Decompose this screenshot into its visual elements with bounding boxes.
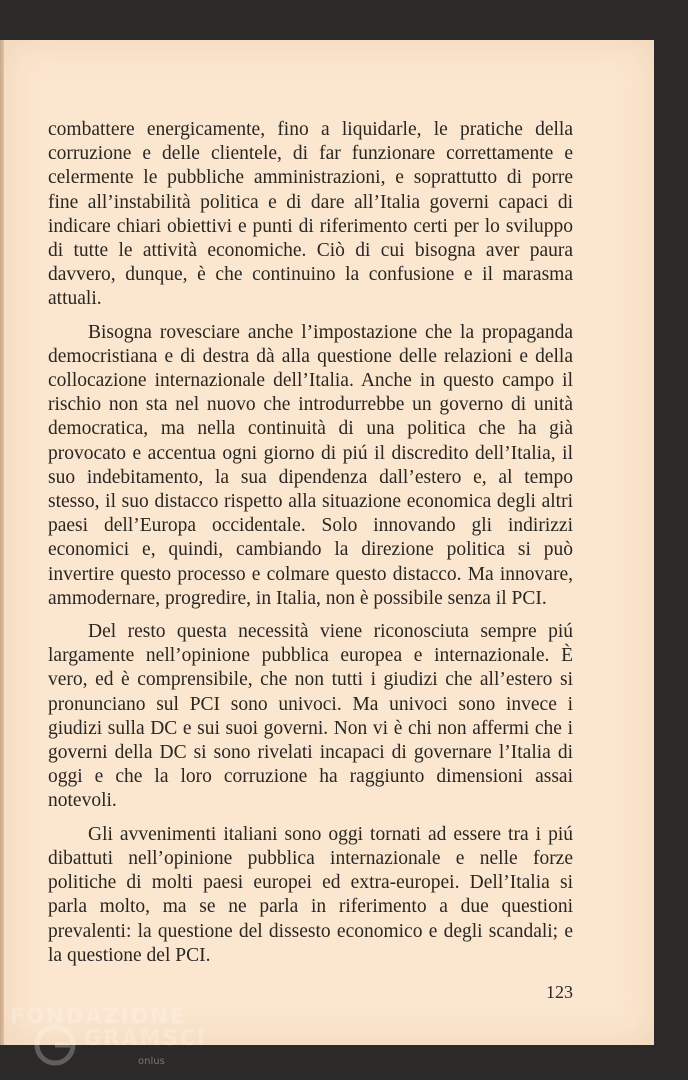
paragraph-3: Del resto questa necessità viene riconosciuta sempre piú largamente nell’opinione pubblica europea e internazionale. È vero, ed è comprensibile, che non tutti i giudizi che all’estero si pronunciano sul PCI sono univoci. Ma univoci sono invece i giudizi sulla DC e sui suoi governi. Non vi è chi non affermi che i governi della DC si sono rivelati incapaci di governare l’Italia di oggi e che la loro corruzione ha raggiunto dimensioni assai notevoli. — [48, 621, 573, 812]
paragraph-4: Gli avvenimenti italiani sono oggi tornati ad essere tra i piú dibattuti nell’opinione pubblica internazionale e nelle forze politiche di molti paesi europei ed extra-europei. Dell’Italia si parla molto, ma se ne parla in riferimento a due questioni prevalenti: la questione del dissesto economico e degli scandali; e la questione del PCI. — [48, 823, 573, 966]
paragraph-2: Bisogna rovesciare anche l’impostazione che la propaganda democristiana e di destra dà alla questione delle relazioni e della collocazione internazionale dell’Italia. Anche in questo campo il rischio non sta nel nuovo che introdurrebbe un governo di unità democratica, ma nella continuità di una politica che ha già provocato e accentua ogni giorno di piú il discredito dell’Italia, il suo indebitamento, la sua dipendenza dall’estero e, al tempo stesso, il suo distacco rispetto alla situazione economica degli altri paesi dell’Europa occidentale. Solo innovando gli indirizzi economici e, quindi, cambiando la direzione politica si può invertire questo processo e colmare questo distacco. Ma innovare, ammodernare, progredire, in Italia, non è possibile senza il PCI. — [48, 321, 573, 609]
watermark-line2: GRAMSCI — [84, 1026, 207, 1050]
watermark-onlus: onlus — [138, 1056, 165, 1067]
body-text — [48, 118, 573, 977]
paragraph-1: combattere energicamente, fino a liquidarle, le pratiche della corruzione e delle clientele, di far funzionare correttamente e celermente le pubbliche amministrazioni, e soprattutto di porre fine all’instabilità politica e di dare all’Italia governi capaci di indicare chiari obiettivi e punti di riferimento certi per lo sviluppo di tutte le attività economiche. Ciò di cui bisogna aver paura davvero, dunque, è che continuino la confusione e il marasma attuali. — [48, 119, 573, 310]
watermark-line1: FONDAZIONE — [10, 1004, 187, 1028]
watermark — [10, 1000, 210, 1080]
page-number: 123 — [546, 982, 573, 1002]
